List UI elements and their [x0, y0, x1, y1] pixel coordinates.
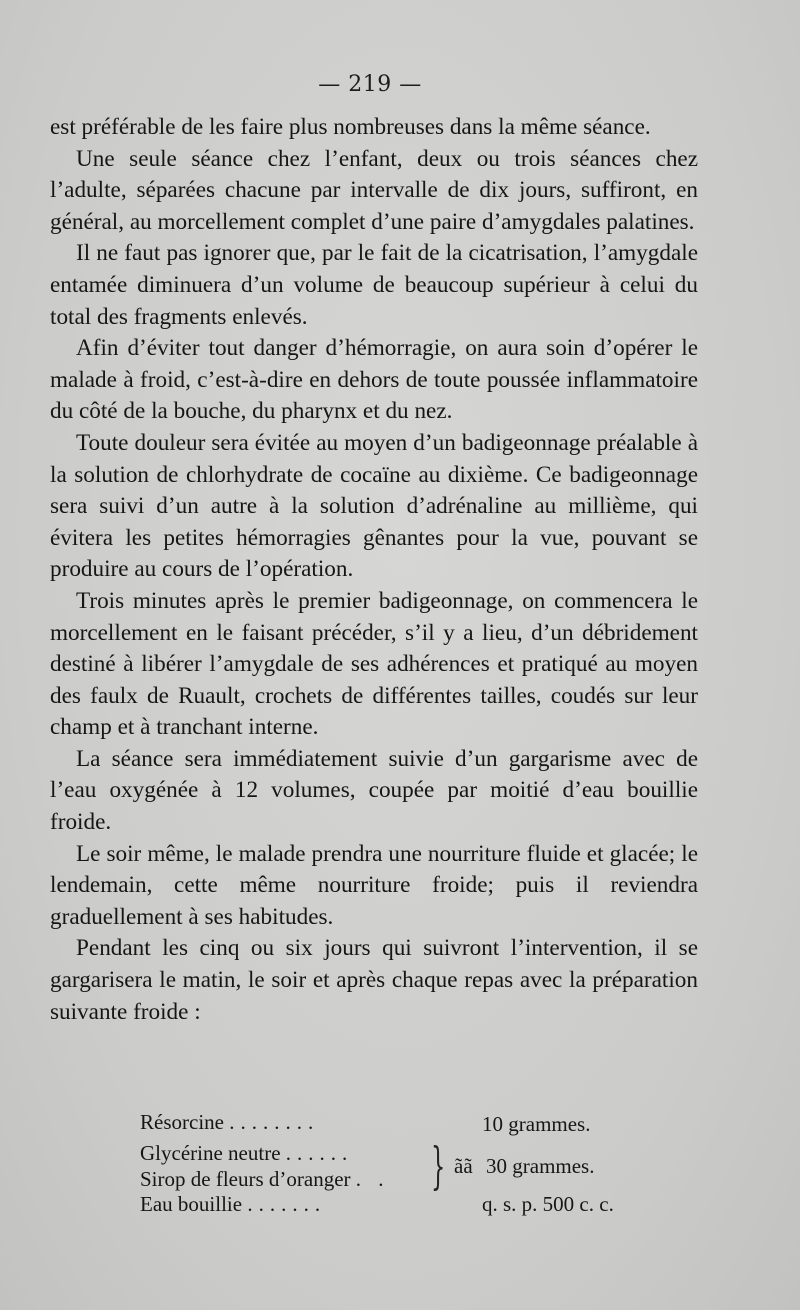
recipe-row [140, 1141, 353, 1166]
quantity: 10 grammes. [482, 1112, 591, 1136]
paragraph: Une seule séance chez l’enfant, deux ou trois séances chez l’adulte, séparées chacune par intervalle de dix jours, suffiront, en général, au morcellement complet d’une paire d’amygdales palatines. [50, 145, 698, 235]
leader-dots: . . [355, 1167, 390, 1191]
paragraph: Afin d’éviter tout danger d’hémorragie, on aura soin d’opérer le malade à froid, c’est-à-dire en dehors de toute poussée inflammatoire du côté de la bouche, du pharynx et du nez. [50, 335, 698, 425]
quantity-prefix: ãã [454, 1154, 473, 1178]
recipe-row [140, 1110, 319, 1135]
paragraph: La séance sera immédiatement suivie d’un gargarisme avec de l’eau oxygénée à 12 volumes, coupée par moitié d’eau bouillie froide. [50, 745, 698, 836]
body-text [50, 112, 698, 1028]
ingredient-name: Eau bouillie [140, 1192, 243, 1216]
leader-dots: ...... [285, 1141, 354, 1165]
paragraph: Le soir même, le malade prendra une nourriture fluide et glacée; le lendemain, cette même nourriture froide; puis il reviendra graduellement à ses habitudes. [50, 840, 698, 930]
paragraph: Toute douleur sera évitée au moyen d’un badigeonnage préalable à la solution de chlorhydrate de cocaïne au dixième. Ce badigeonnage sera suivi d’un autre à la solution d’adrénaline au millième, qui évitera les petites hémorragies gênantes pour la vue, pouvant se produire au cours de l’opération. [50, 429, 698, 583]
leader-dots: ....... [247, 1192, 327, 1216]
ingredient-name: Glycérine neutre [140, 1141, 281, 1165]
ingredient-name: Résorcine [140, 1110, 224, 1134]
paragraph: Il ne faut pas ignorer que, par le fait de la cicatrisation, l’amygdale entamée diminuera d’un volume de beaucoup supérieur à celui du total des fragments enlevés. [50, 240, 698, 330]
ingredient-name: Sirop de fleurs d’oranger [140, 1167, 351, 1191]
paragraph: est préférable de les faire plus nombreuses dans la même séance. [50, 114, 651, 140]
recipe-row [140, 1167, 390, 1192]
quantity: 30 grammes. [486, 1154, 595, 1178]
paragraph: Trois minutes après le premier badigeonnage, on commencera le morcellement en le faisant précéder, s’il y a lieu, d’un débridement destiné à libérer l’amygdale de ses adhérences et pratiqué au moyen des faulx de Ruault, crochets de différentes tailles, coudés sur leur champ et à tranchant interne. [50, 587, 698, 741]
paragraph: Pendant les cinq ou six jours qui suivront l’intervention, il se gargarisera le matin, le soir et après chaque repas avec la préparation suivante froide : [50, 935, 698, 1025]
page-number: — 219 — [318, 72, 422, 97]
leader-dots: ........ [229, 1110, 320, 1134]
quantity: q. s. p. 500 c. c. [482, 1192, 614, 1216]
brace-symbol: } [431, 1137, 446, 1195]
recipe-row [140, 1192, 326, 1217]
